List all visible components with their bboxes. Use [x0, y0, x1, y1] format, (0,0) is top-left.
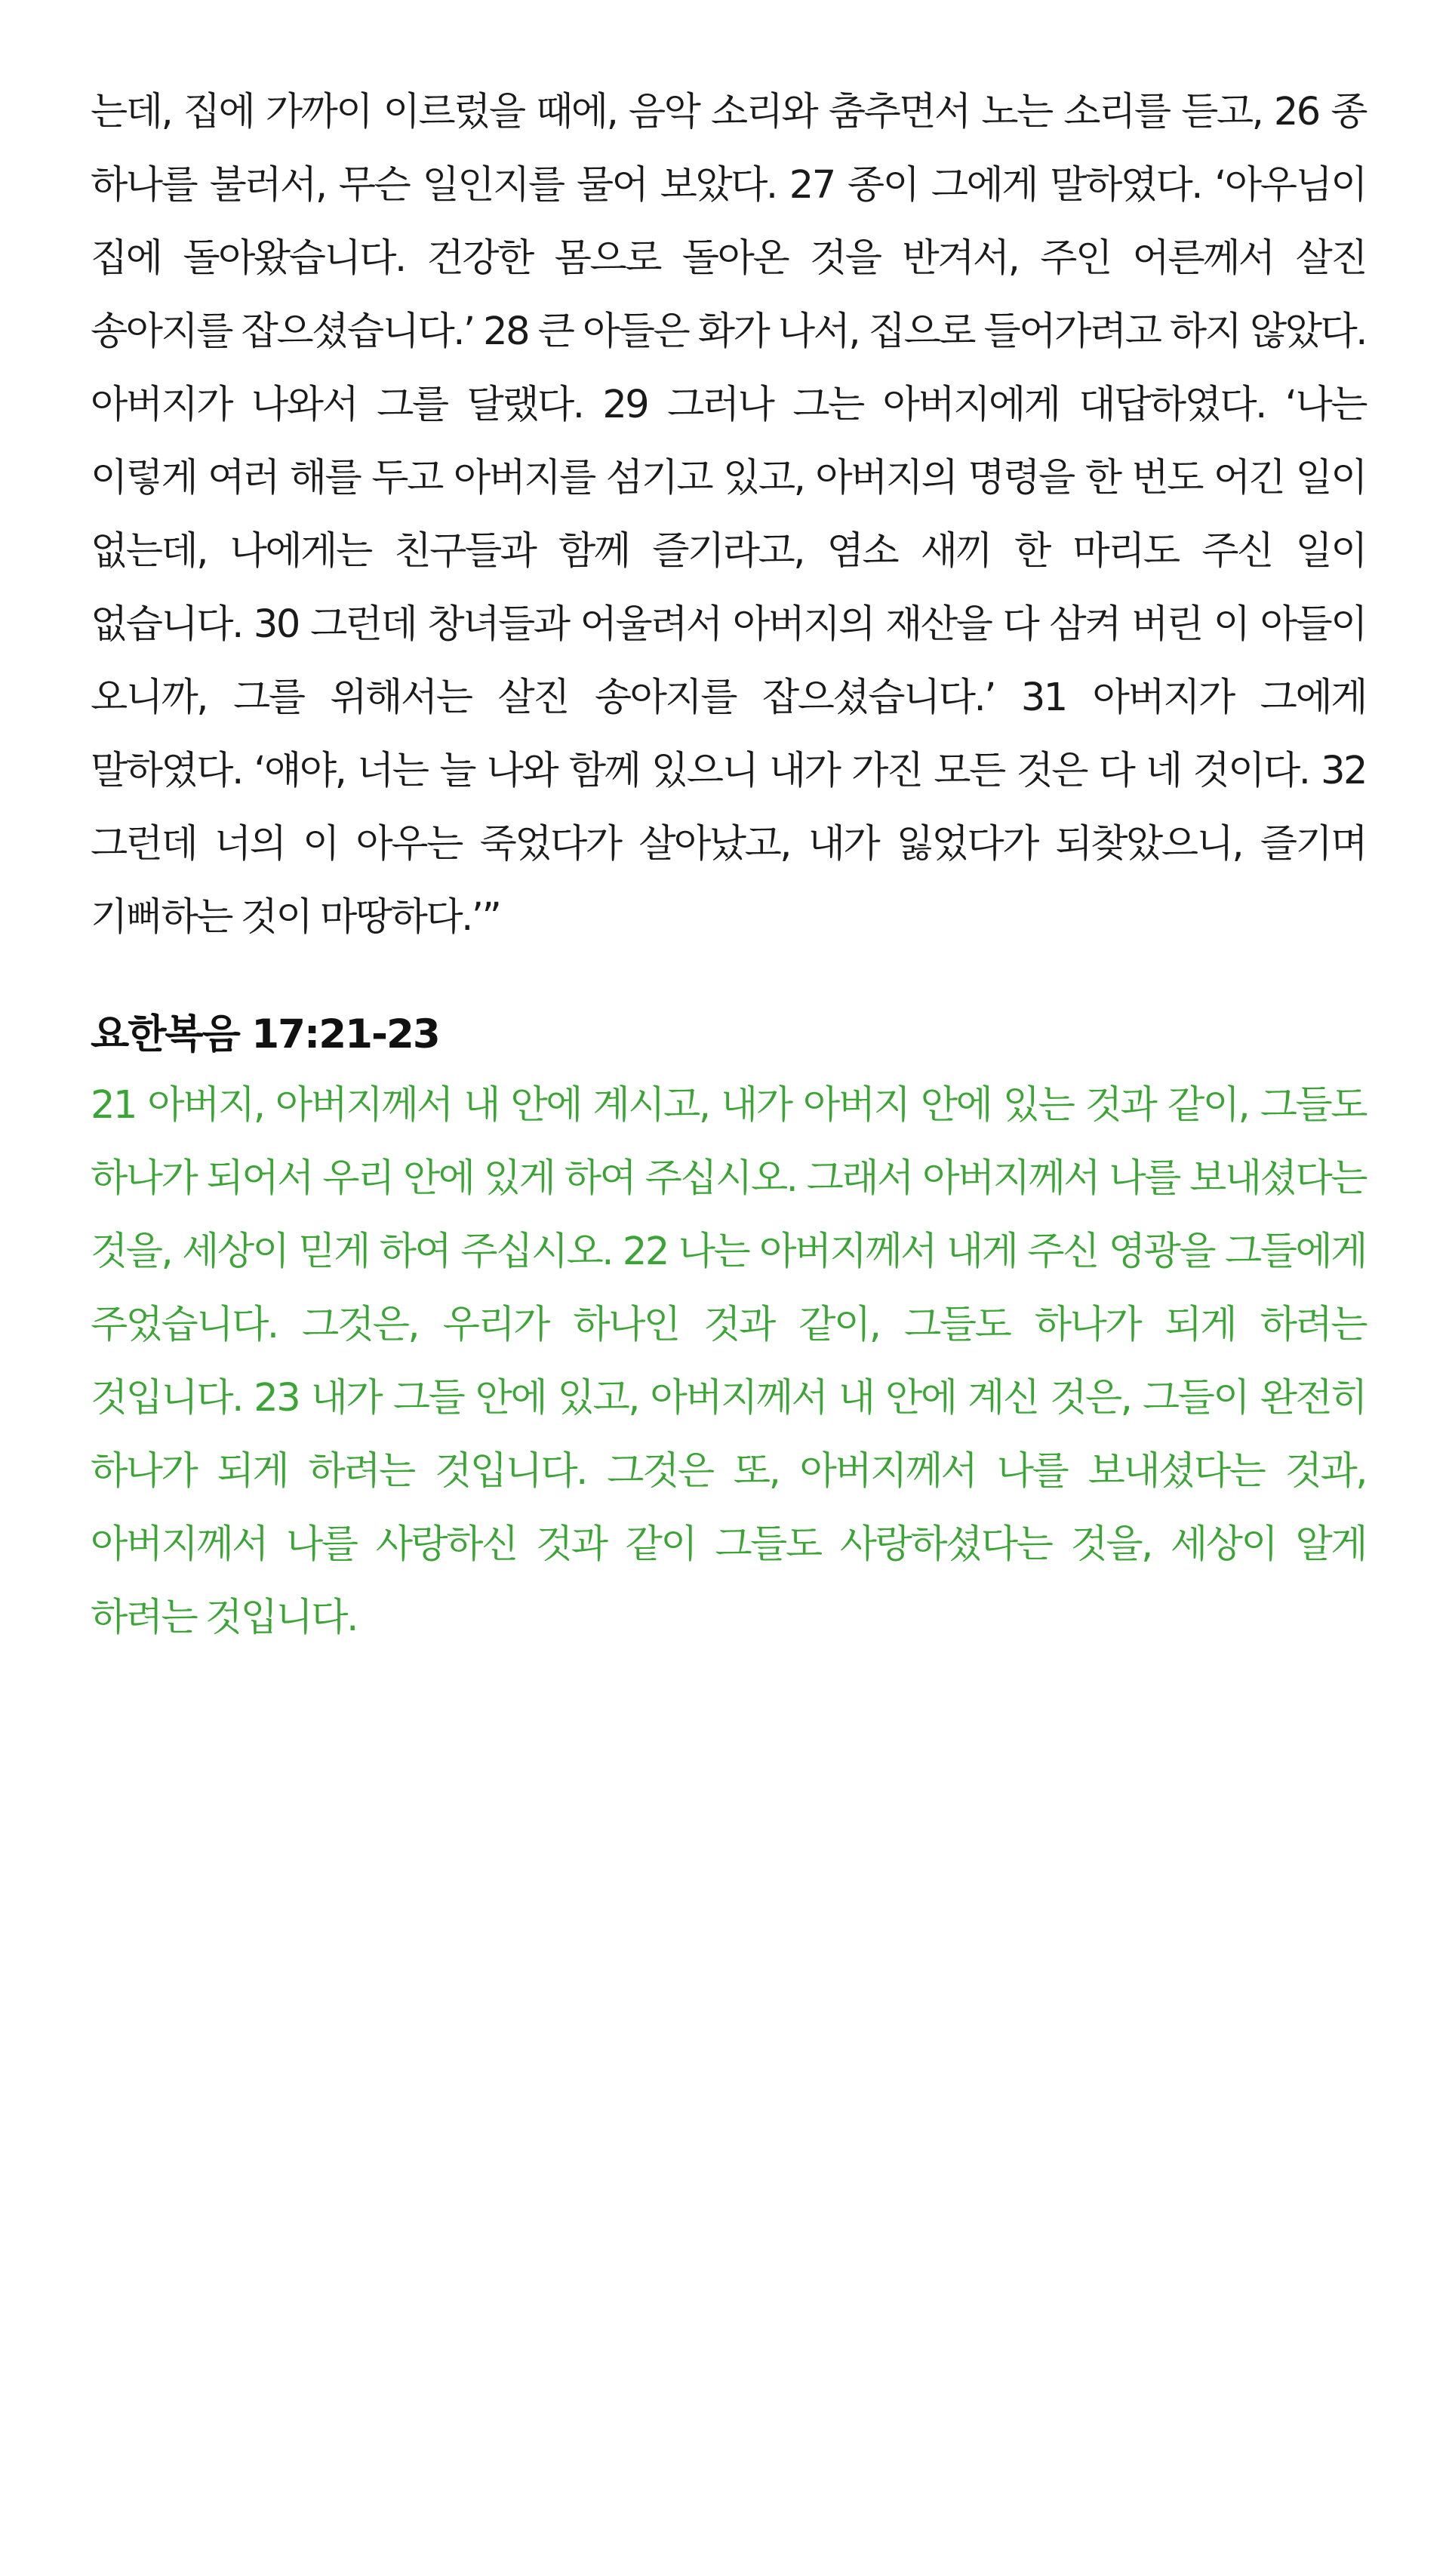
- document-page: [91, 75, 1366, 1654]
- verse-section: [91, 1001, 1366, 1654]
- verse-text: 21 아버지, 아버지께서 내 안에 계시고, 내가 아버지 안에 있는 것과 같이, 그들도 하나가 되어서 우리 안에 있게 하여 주십시오. 그래서 아버지께서 나를 보내셨다는 것을, 세상이 믿게 하여 주십시오. 22 나는 아버지께서 내게 주신 영광을 그들에게 주었습니다. 그것은, 우리가 하나인 것과 같이, 그들도 하나가 되게 하려는 것입니다. 23 내가 그들 안에 있고, 아버지께서 내 안에 계신 것은, 그들이 완전히 하나가 되게 하려는 것입니다. 그것은 또, 아버지께서 나를 보내셨다는 것과, 아버지께서 나를 사랑하신 것과 같이 그들도 사랑하셨다는 것을, 세상이 알게 하려는 것입니다.: [91, 1083, 1366, 1640]
- verse-reference-heading: 요한복음 17:21-23: [91, 1011, 439, 1057]
- passage-text: 는데, 집에 가까이 이르렀을 때에, 음악 소리와 춤추면서 노는 소리를 듣고, 26 종 하나를 불러서, 무슨 일인지를 물어 보았다. 27 종이 그에게 말하였다. ‘아우님이 집에 돌아왔습니다. 건강한 몸으로 돌아온 것을 반겨서, 주인 어른께서 살진 송아지를 잡으셨습니다.’ 28 큰 아들은 화가 나서, 집으로 들어가려고 하지 않았다. 아버지가 나와서 그를 달랬다. 29 그러나 그는 아버지에게 대답하였다. ‘나는 이렇게 여러 해를 두고 아버지를 섬기고 있고, 아버지의 명령을 한 번도 어긴 일이 없는데, 나에게는 친구들과 함께 즐기라고, 염소 새끼 한 마리도 주신 일이 없습니다. 30 그런데 창녀들과 어울려서 아버지의 재산을 다 삼켜 버린 이 아들이 오니까, 그를 위해서는 살진 송아지를 잡으셨습니다.’ 31 아버지가 그에게 말하였다. ‘얘야, 너는 늘 나와 함께 있으니 내가 가진 모든 것은 다 네 것이다. 32 그런데 너의 이 아우는 죽었다가 살아났고, 내가 잃었다가 되찾았으니, 즐기며 기뻐하는 것이 마땅하다.’”: [91, 90, 1366, 940]
